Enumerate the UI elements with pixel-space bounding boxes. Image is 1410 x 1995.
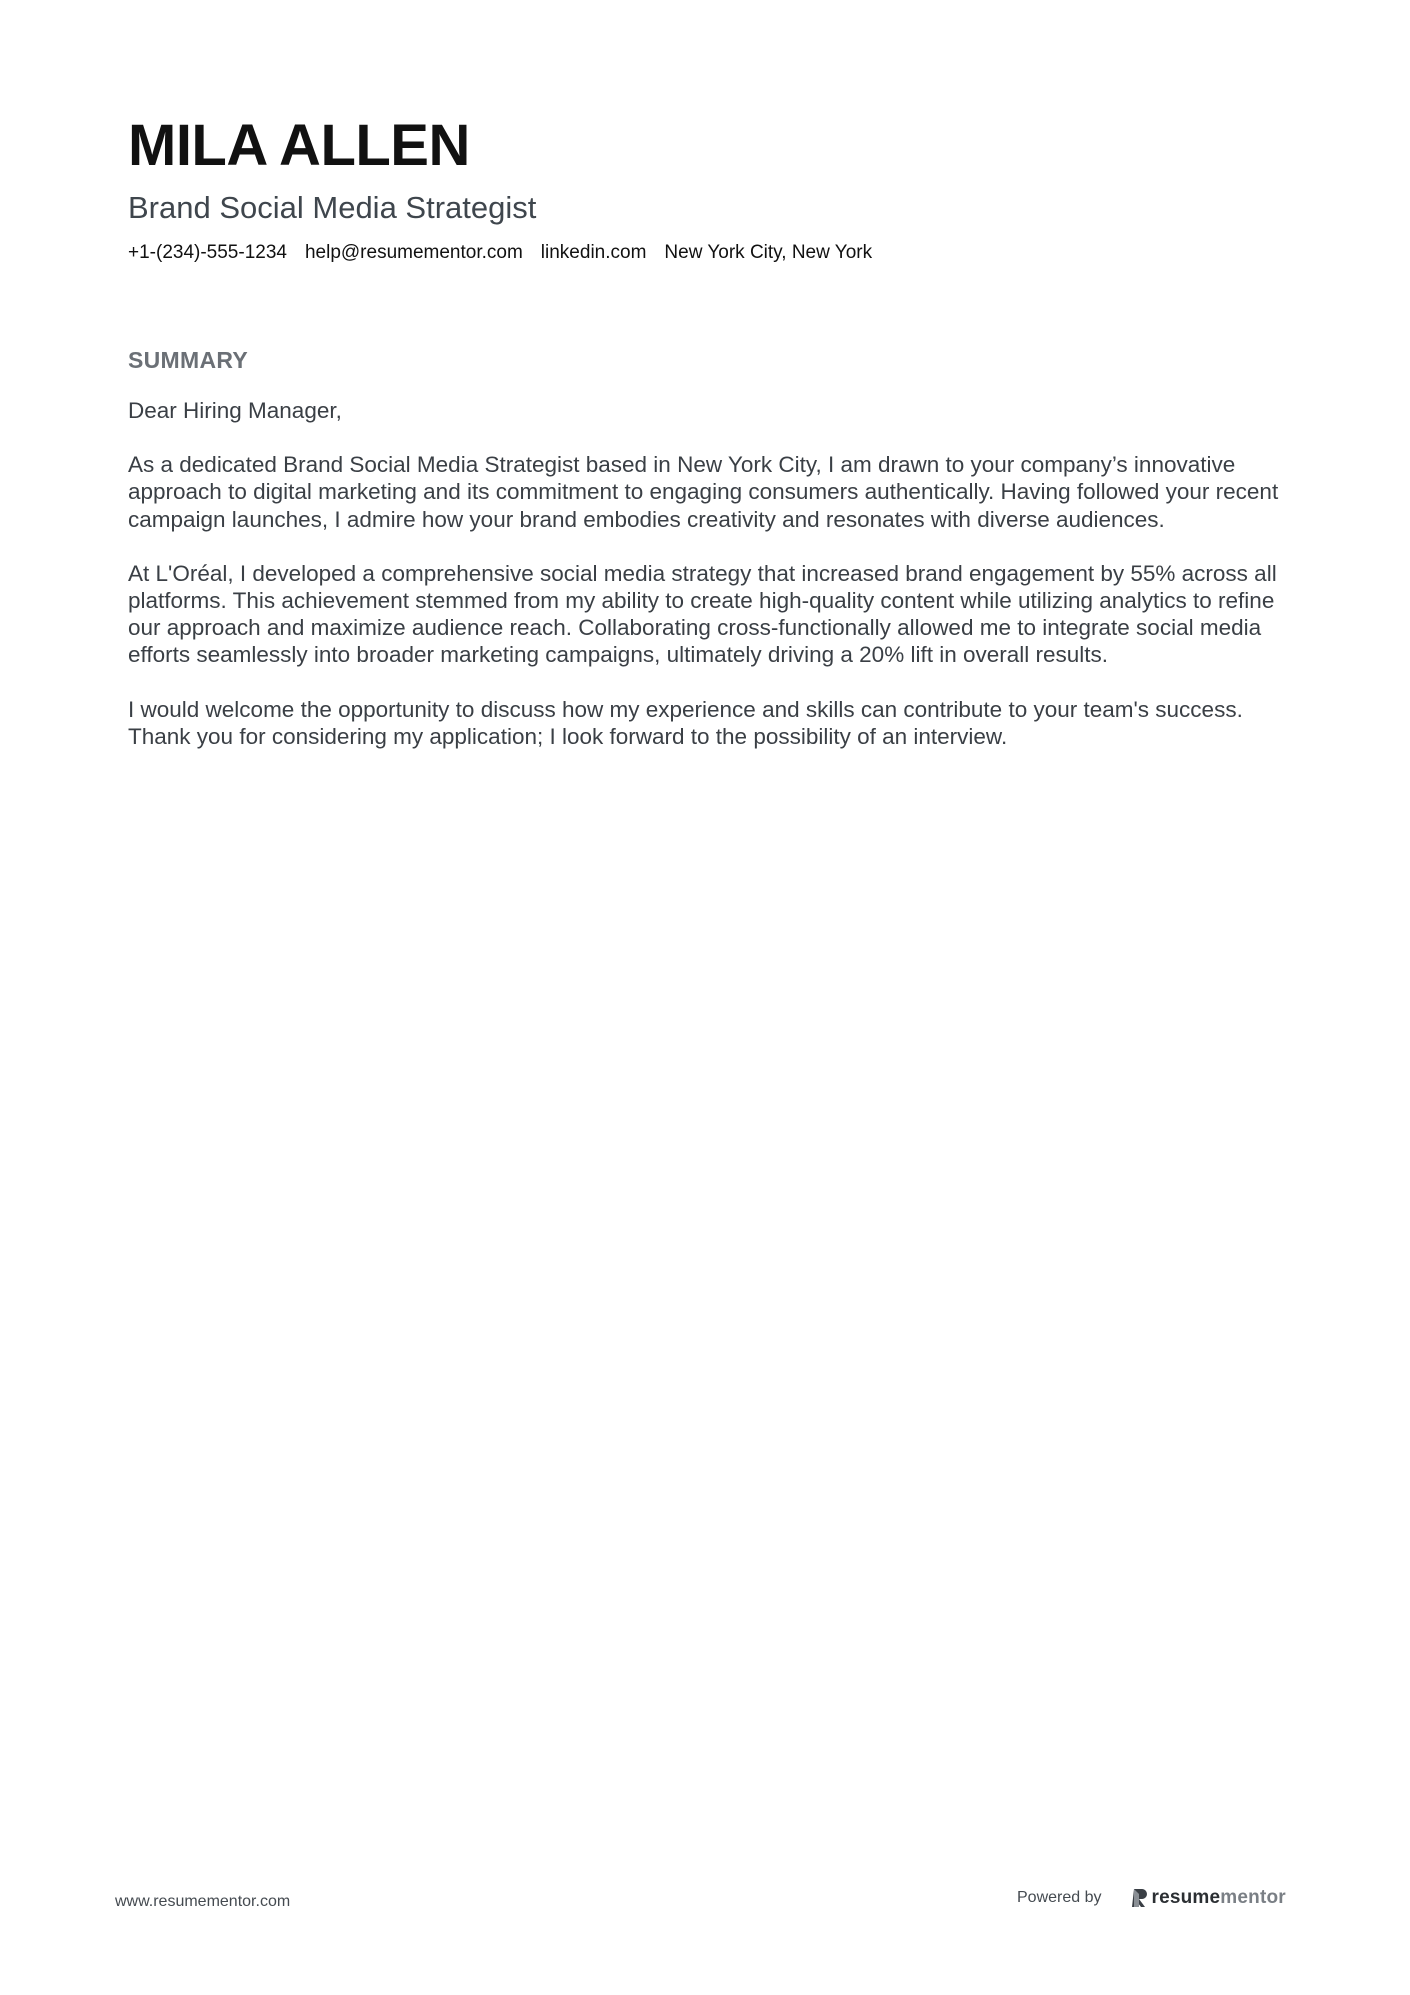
footer-website: www.resumementor.com (115, 1893, 291, 1910)
powered-by-label: Powered by (1017, 1889, 1102, 1906)
job-title: Brand Social Media Strategist (128, 190, 537, 225)
contact-phone: +1-(234)-555-1234 (128, 242, 287, 263)
brand-name-resume: resume (1151, 1887, 1221, 1908)
salutation: Dear Hiring Manager, (128, 398, 342, 423)
paragraph-intro: As a dedicated Brand Social Media Strategist based in New York City, I am drawn to your company’s innovative approach to digital marketing and its commitment to engaging consumers authentically. Having followed your recent campaign launches, I admire how your brand embodies creativity and resonates with diverse audiences. (128, 452, 1279, 532)
resumementor-logo (1132, 1887, 1286, 1909)
applicant-name: MILA ALLEN (128, 113, 470, 178)
contact-info (128, 240, 1278, 266)
summary-section (128, 345, 1288, 777)
contact-email: help@resumementor.com (304, 242, 523, 263)
footer-branding (1017, 1887, 1286, 1909)
contact-linkedin: linkedin.com (540, 242, 647, 263)
summary-title: SUMMARY (128, 347, 249, 373)
paragraph-closing: I would welcome the opportunity to discuss how my experience and skills can contribute to your team's success. Thank you for considering my application; I look forward to the possibility of an interview. (128, 696, 1243, 749)
paragraph-experience: At L'Oréal, I developed a comprehensive social media strategy that increased brand engagement by 55% across all platforms. This achievement stemmed from my ability to create high-quality content while utilizing analytics to refine our approach and maximize audience reach. Collaborating cross-functionally allowed me to integrate social media efforts seamlessly into broader marketing campaigns, ultimately driving a 20% lift in overall results. (128, 560, 1277, 668)
brand-name-mentor: mentor (1220, 1887, 1286, 1908)
header (128, 110, 1278, 266)
contact-location: New York City, New York (664, 242, 873, 263)
resumementor-logo-icon (1132, 1888, 1148, 1908)
